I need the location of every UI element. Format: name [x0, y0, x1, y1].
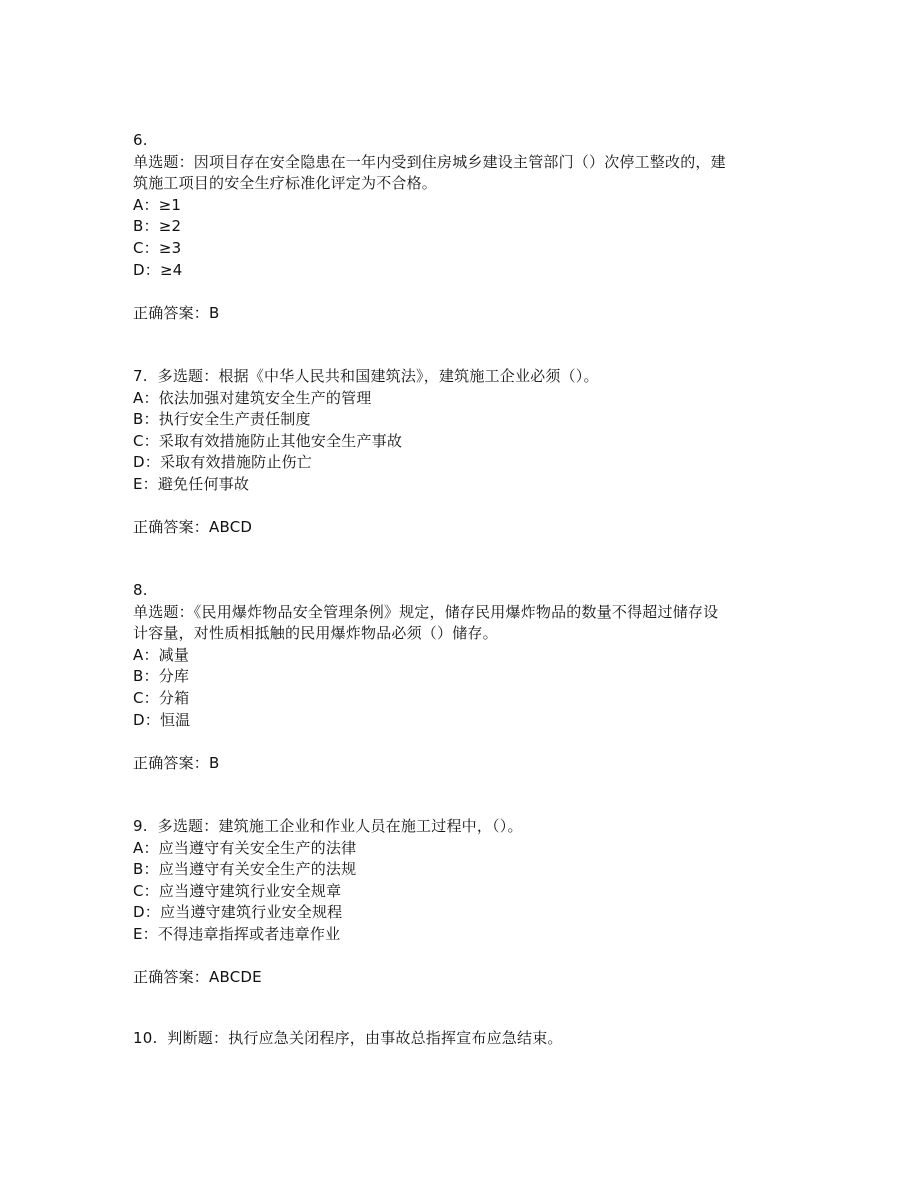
question-6 [133, 130, 793, 324]
option-d: D：采取有效措施防止伤亡 [133, 453, 312, 472]
question-stem-line: 7. 多选题：根据《中华人民共和国建筑法》，建筑施工企业必须（）。 [133, 367, 599, 385]
option-d: D：恒温 [133, 710, 191, 729]
option-d: D：≥4 [133, 260, 183, 279]
option-a: A：依法加强对建筑安全生产的管理 [133, 388, 372, 407]
option-c: C：采取有效措施防止其他安全生产事故 [133, 431, 403, 450]
question-8 [133, 580, 793, 774]
option-b: B：分库 [133, 667, 190, 686]
option-b: B：执行安全生产责任制度 [133, 410, 311, 429]
question-9 [133, 816, 793, 989]
question-stem-line: 单选题：《民用爆炸物品安全管理条例》规定，储存民用爆炸物品的数量不得超过储存设 [133, 602, 719, 621]
correct-answer: 正确答案：ABCDE [133, 968, 262, 987]
option-e: E：不得违章指挥或者违章作业 [133, 924, 341, 943]
question-number: 6. [133, 131, 148, 149]
question-10 [133, 1028, 793, 1050]
question-number: 8. [133, 581, 148, 599]
correct-answer: 正确答案：B [133, 753, 220, 772]
question-stem-line: 单选题：因项目存在安全隐患在一年内受到住房城乡建设主管部门（）次停工整改的，建 [133, 152, 726, 171]
option-b: B：应当遵守有关安全生产的法规 [133, 860, 357, 879]
question-stem-line: 筑施工项目的安全生疗标准化评定为不合格。 [133, 174, 438, 193]
correct-answer: 正确答案：B [133, 303, 220, 322]
option-c: C：分箱 [133, 688, 190, 707]
option-c: C：应当遵守建筑行业安全规章 [133, 881, 342, 900]
option-a: A：≥1 [133, 195, 182, 214]
option-e: E：避免任何事故 [133, 474, 250, 493]
option-a: A：应当遵守有关安全生产的法律 [133, 838, 357, 857]
option-b: B：≥2 [133, 217, 182, 236]
question-stem-line: 10. 判断题：执行应急关闭程序，由事故总指挥宣布应急结束。 [133, 1029, 563, 1047]
question-7 [133, 366, 793, 539]
question-stem-line: 计容量，对性质相抵触的民用爆炸物品必须（）储存。 [133, 624, 498, 643]
option-c: C：≥3 [133, 238, 182, 257]
option-d: D：应当遵守建筑行业安全规程 [133, 903, 343, 922]
question-stem-line: 9. 多选题：建筑施工企业和作业人员在施工过程中，（）。 [133, 817, 523, 835]
correct-answer: 正确答案：ABCD [133, 518, 253, 537]
option-a: A：减量 [133, 645, 190, 664]
